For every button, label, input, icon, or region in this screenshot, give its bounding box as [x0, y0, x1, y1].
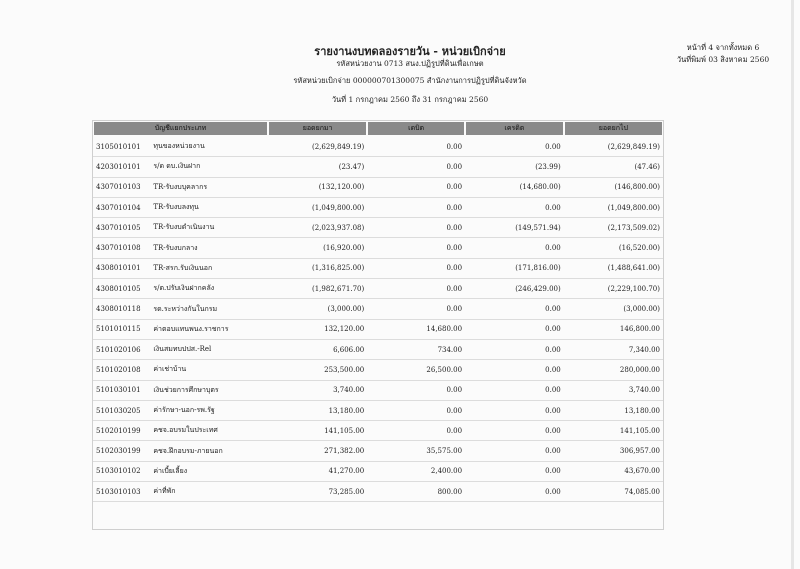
- table-row: [93, 421, 663, 441]
- table-row: [93, 400, 663, 420]
- account-code: 3105010101: [93, 136, 150, 157]
- credit-cell: (171,816.00): [465, 258, 564, 278]
- debit-cell: 0.00: [367, 258, 465, 278]
- table-row: [93, 441, 663, 461]
- carried-forward-cell: 141,105.00: [564, 421, 663, 441]
- debit-cell: 734.00: [367, 339, 465, 359]
- brought-forward-cell: 73,285.00: [268, 482, 367, 502]
- credit-cell: 0.00: [465, 441, 564, 461]
- account-code: 5103010102: [93, 461, 150, 481]
- brought-forward-cell: 6,606.00: [268, 339, 367, 359]
- account-name: TR-รับงบลงทุน: [150, 197, 268, 217]
- brought-forward-cell: 141,105.00: [268, 421, 367, 441]
- account-code: 4308010105: [93, 279, 150, 299]
- account-name: ร/ต.ปรับเงินฝากคลัง: [150, 279, 268, 299]
- debit-cell: 0.00: [367, 157, 465, 177]
- table-row: [93, 279, 663, 299]
- credit-cell: (149,571.94): [465, 218, 564, 238]
- date-range-line: วันที่ 1 กรกฎาคม 2560 ถึง 31 กรกฎาคม 2560: [331, 95, 489, 104]
- debit-cell: 2,400.00: [367, 461, 465, 481]
- carried-forward-cell: 13,180.00: [564, 400, 663, 420]
- account-code: 4308010118: [93, 299, 150, 319]
- brought-forward-cell: (1,049,800.00): [268, 197, 367, 217]
- table-row: [93, 258, 663, 278]
- carried-forward-cell: 43,670.00: [564, 461, 663, 481]
- account-code: 5101010115: [93, 319, 150, 339]
- account-name: ค่าเช่าบ้าน: [150, 360, 268, 380]
- carried-forward-cell: 3,740.00: [564, 380, 663, 400]
- credit-cell: 0.00: [465, 461, 564, 481]
- account-code: 5101030101: [93, 380, 150, 400]
- table-header-row: [93, 121, 663, 136]
- credit-cell: 0.00: [465, 238, 564, 258]
- page-number: หน้าที่ 4 จากทั้งหมด 6: [686, 43, 760, 52]
- account-name: ค่ารักษา-นอก-รพ.รัฐ: [150, 400, 268, 420]
- account-name: ค่าเบี้ยเลี้ยง: [150, 461, 268, 481]
- carried-forward-cell: (146,800.00): [564, 177, 663, 197]
- brought-forward-cell: 3,740.00: [268, 380, 367, 400]
- account-code: 4307010103: [93, 177, 150, 197]
- credit-cell: (14,680.00): [465, 177, 564, 197]
- brought-forward-cell: (1,316,825.00): [268, 258, 367, 278]
- trial-balance-table: [92, 120, 664, 502]
- brought-forward-cell: (23.47): [268, 157, 367, 177]
- credit-cell: 0.00: [465, 400, 564, 420]
- brought-forward-cell: (3,000.00): [268, 299, 367, 319]
- disbursement-unit-line: รหัสหน่วยเบิกจ่าย 000000701300075 สำนักงานการปฏิรูปที่ดินจังหวัด: [293, 76, 527, 85]
- account-code: 4307010105: [93, 218, 150, 238]
- debit-cell: 26,500.00: [367, 360, 465, 380]
- table-row: [93, 360, 663, 380]
- table-row: [93, 380, 663, 400]
- brought-forward-cell: 253,500.00: [268, 360, 367, 380]
- account-code: 4203010101: [93, 157, 150, 177]
- account-code: 5102010199: [93, 421, 150, 441]
- credit-cell: (23.99): [465, 157, 564, 177]
- carried-forward-cell: 7,340.00: [564, 339, 663, 359]
- carried-forward-cell: (16,520.00): [564, 238, 663, 258]
- table-row: [93, 482, 663, 502]
- table-row: [93, 177, 663, 197]
- table-row: [93, 197, 663, 217]
- account-name: เงินช่วยการศึกษาบุตร: [150, 380, 268, 400]
- debit-cell: 35,575.00: [367, 441, 465, 461]
- brought-forward-cell: (1,982,671.70): [268, 279, 367, 299]
- header-brought-forward: ยอดยกมา: [268, 121, 367, 136]
- debit-cell: 0.00: [367, 400, 465, 420]
- account-name: รด.ระหว่างกันในกรม: [150, 299, 268, 319]
- report-title: รายงานงบทดลองรายวัน - หน่วยเบิกจ่าย: [314, 45, 506, 58]
- credit-cell: 0.00: [465, 380, 564, 400]
- brought-forward-cell: (2,023,937.08): [268, 218, 367, 238]
- carried-forward-cell: (1,049,800.00): [564, 197, 663, 217]
- credit-cell: 0.00: [465, 339, 564, 359]
- table-row: [93, 461, 663, 481]
- carried-forward-cell: 280,000.00: [564, 360, 663, 380]
- brought-forward-cell: (2,629,849.19): [268, 136, 367, 157]
- account-code: 5101020106: [93, 339, 150, 359]
- table-row: [93, 157, 663, 177]
- print-date: วันที่พิมพ์ 03 สิงหาคม 2560: [676, 55, 770, 64]
- account-name: TR-รับงบบุคลากร: [150, 177, 268, 197]
- carried-forward-cell: (47.46): [564, 157, 663, 177]
- debit-cell: 0.00: [367, 197, 465, 217]
- table-row: [93, 339, 663, 359]
- page-info: [648, 42, 798, 66]
- account-code: 5103010103: [93, 482, 150, 502]
- brought-forward-cell: 41,270.00: [268, 461, 367, 481]
- debit-cell: 0.00: [367, 238, 465, 258]
- carried-forward-cell: (2,229,100.70): [564, 279, 663, 299]
- table-row: [93, 218, 663, 238]
- carried-forward-cell: (2,173,509.02): [564, 218, 663, 238]
- brought-forward-cell: (132,120.00): [268, 177, 367, 197]
- account-name: เงินสมทบปปส.-Rel: [150, 339, 268, 359]
- debit-cell: 0.00: [367, 299, 465, 319]
- credit-cell: 0.00: [465, 319, 564, 339]
- credit-cell: 0.00: [465, 197, 564, 217]
- table-row: [93, 319, 663, 339]
- header-account: บัญชีแยกประเภท: [93, 121, 268, 136]
- brought-forward-cell: 132,120.00: [268, 319, 367, 339]
- account-name: TR-รับงบดำเนินงาน: [150, 218, 268, 238]
- table-row: [93, 136, 663, 157]
- credit-cell: 0.00: [465, 136, 564, 157]
- account-name: ทุนของหน่วยงาน: [150, 136, 268, 157]
- carried-forward-cell: 306,957.00: [564, 441, 663, 461]
- table-row: [93, 299, 663, 319]
- carried-forward-cell: 74,085.00: [564, 482, 663, 502]
- account-name: ค่าตอบแทนพนง.ราชการ: [150, 319, 268, 339]
- account-name: TR-สรก.รับเงินนอก: [150, 258, 268, 278]
- debit-cell: 0.00: [367, 380, 465, 400]
- credit-cell: 0.00: [465, 299, 564, 319]
- credit-cell: 0.00: [465, 421, 564, 441]
- brought-forward-cell: 271,382.00: [268, 441, 367, 461]
- account-code: 4307010104: [93, 197, 150, 217]
- debit-cell: 0.00: [367, 421, 465, 441]
- page-edge: [791, 0, 794, 569]
- account-name: TR-รับงบกลาง: [150, 238, 268, 258]
- debit-cell: 800.00: [367, 482, 465, 502]
- brought-forward-cell: (16,920.00): [268, 238, 367, 258]
- account-name: คชจ.ฝึกอบรม-ภายนอก: [150, 441, 268, 461]
- account-code: 4308010101: [93, 258, 150, 278]
- agency-line: รหัสหน่วยงาน 0713 สนง.ปฏิรูปที่ดินเพื่อเกษต: [336, 59, 484, 68]
- carried-forward-cell: (2,629,849.19): [564, 136, 663, 157]
- table-row: [93, 238, 663, 258]
- credit-cell: 0.00: [465, 482, 564, 502]
- credit-cell: 0.00: [465, 360, 564, 380]
- carried-forward-cell: (3,000.00): [564, 299, 663, 319]
- account-name: ค่าที่พัก: [150, 482, 268, 502]
- brought-forward-cell: 13,180.00: [268, 400, 367, 420]
- account-code: 4307010108: [93, 238, 150, 258]
- debit-cell: 14,680.00: [367, 319, 465, 339]
- carried-forward-cell: 146,800.00: [564, 319, 663, 339]
- header-credit: เครดิต: [465, 121, 564, 136]
- account-name: คชจ.อบรมในประเทศ: [150, 421, 268, 441]
- debit-cell: 0.00: [367, 279, 465, 299]
- header-debit: เดบิต: [367, 121, 465, 136]
- credit-cell: (246,429.00): [465, 279, 564, 299]
- account-code: 5102030199: [93, 441, 150, 461]
- account-code: 5101020108: [93, 360, 150, 380]
- header-carried-forward: ยอดยกไป: [564, 121, 663, 136]
- debit-cell: 0.00: [367, 177, 465, 197]
- debit-cell: 0.00: [367, 218, 465, 238]
- account-code: 5101030205: [93, 400, 150, 420]
- account-name: ร/ด ดบ.เงินฝาก: [150, 157, 268, 177]
- carried-forward-cell: (1,488,641.00): [564, 258, 663, 278]
- debit-cell: 0.00: [367, 136, 465, 157]
